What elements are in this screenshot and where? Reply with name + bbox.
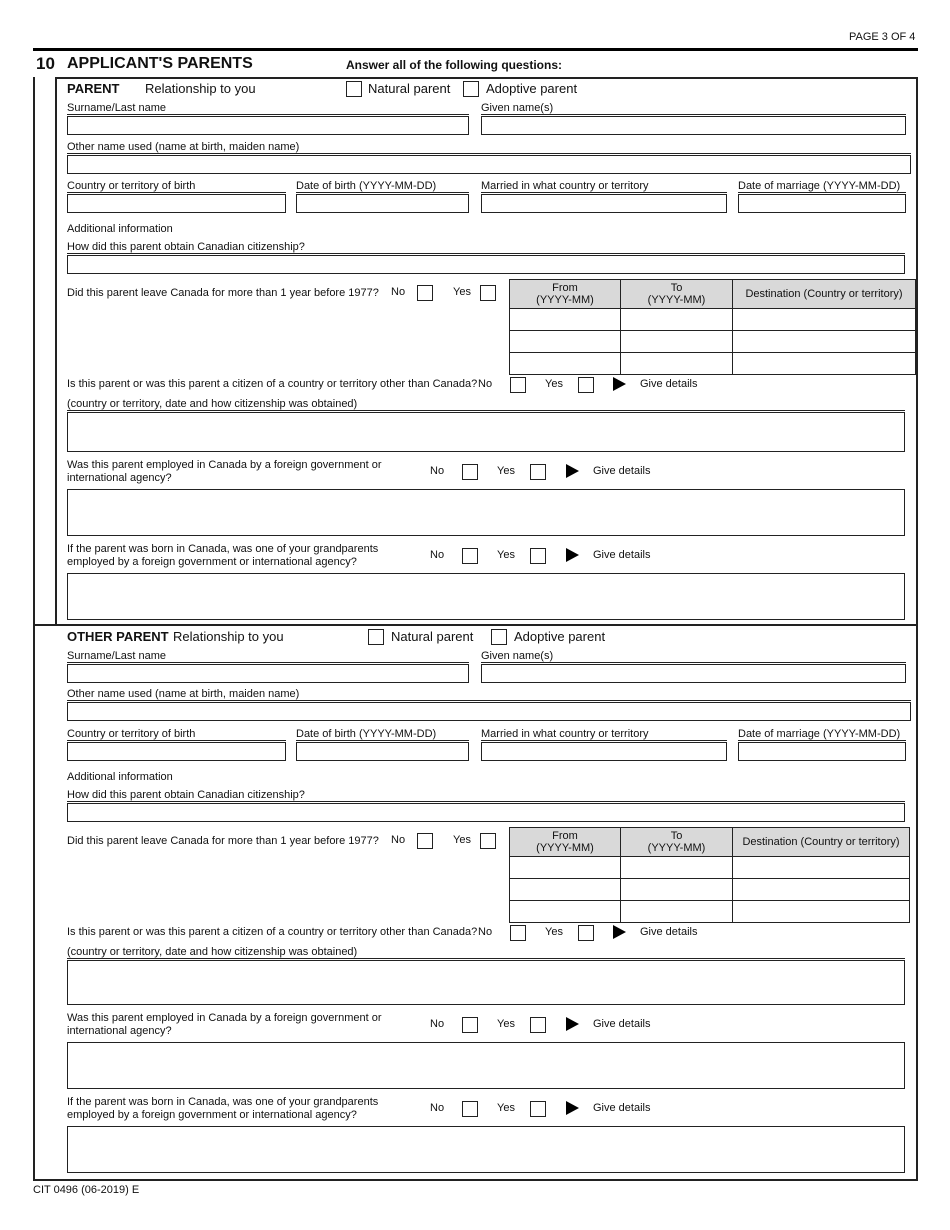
parent-top-rule [55, 77, 918, 79]
given-name-label: Given name(s) [481, 650, 906, 663]
other-citizen-yes-checkbox[interactable] [578, 377, 594, 393]
left-canada-no-label: No [391, 286, 406, 298]
travel-to-cell[interactable] [621, 309, 733, 331]
travel-destination-cell[interactable] [733, 857, 909, 879]
employed-details-input[interactable] [67, 1042, 905, 1089]
grandparent-question-line1: If the parent was born in Canada, was one of your grandparents [67, 543, 379, 555]
other-citizen-no-label: No [478, 926, 493, 938]
arrow-right-icon [566, 1017, 579, 1031]
country-birth-label: Country or territory of birth [67, 180, 286, 193]
employed-question-line2: international agency? [67, 472, 172, 484]
grandparent-no-checkbox[interactable] [462, 1101, 478, 1117]
travel-destination-cell[interactable] [733, 879, 909, 901]
grandparent-details-input[interactable] [67, 573, 905, 620]
additional-info-label: Additional information [67, 771, 173, 783]
arrow-right-icon [566, 464, 579, 478]
employed-yes-label: Yes [497, 465, 515, 477]
grandparent-details-input[interactable] [67, 1126, 905, 1173]
employed-details-input[interactable] [67, 489, 905, 536]
other-parent-heading: OTHER PARENT [67, 629, 169, 644]
form-code: CIT 0496 (06-2019) E [33, 1184, 140, 1196]
arrow-right-icon [566, 548, 579, 562]
given-name-input[interactable] [481, 664, 906, 683]
dob-input[interactable] [296, 194, 469, 213]
section-instruction: Answer all of the following questions: [346, 58, 563, 72]
to-header: To (YYYY-MM) [621, 828, 733, 856]
travel-to-cell[interactable] [621, 857, 733, 879]
other-name-input[interactable] [67, 155, 911, 174]
travel-to-cell[interactable] [621, 331, 733, 353]
left-canada-no-label: No [391, 834, 406, 846]
surname-input[interactable] [67, 664, 469, 683]
given-name-label: Given name(s) [481, 102, 906, 115]
travel-from-cell[interactable] [510, 857, 621, 879]
relationship-label: Relationship to you [173, 629, 284, 644]
citizenship-input[interactable] [67, 803, 905, 822]
surname-label: Surname/Last name [67, 102, 469, 115]
adoptive-parent-checkbox[interactable] [491, 629, 507, 645]
other-citizen-question: Is this parent or was this parent a citizen of a country or territory other than Canada? [67, 378, 478, 390]
employed-no-checkbox[interactable] [462, 1017, 478, 1033]
dob-label: Date of birth (YYYY-MM-DD) [296, 728, 469, 741]
destination-header: Destination (Country or territory) [733, 280, 915, 308]
travel-to-cell[interactable] [621, 879, 733, 901]
grandparent-give-details: Give details [593, 549, 651, 561]
adoptive-parent-label: Adoptive parent [486, 81, 578, 96]
destination-header: Destination (Country or territory) [733, 828, 909, 856]
married-country-label: Married in what country or territory [481, 728, 727, 741]
travel-from-cell[interactable] [510, 901, 621, 922]
employed-question-line2: international agency? [67, 1025, 172, 1037]
employed-give-details: Give details [593, 465, 651, 477]
employed-yes-label: Yes [497, 1018, 515, 1030]
given-name-input[interactable] [481, 116, 906, 135]
other-citizen-no-label: No [478, 378, 493, 390]
arrow-right-icon [613, 377, 626, 391]
married-country-input[interactable] [481, 742, 727, 761]
natural-parent-label: Natural parent [391, 629, 474, 644]
citizen-detail-label: (country or territory, date and how citizenship was obtained) [67, 398, 905, 411]
from-header: From (YYYY-MM) [510, 280, 621, 308]
dob-input[interactable] [296, 742, 469, 761]
grandparent-question-line2: employed by a foreign government or international agency? [67, 556, 357, 568]
other-name-label: Other name used (name at birth, maiden name) [67, 141, 911, 154]
page-number: PAGE 3 OF 4 [849, 31, 916, 43]
other-citizen-yes-label: Yes [545, 926, 563, 938]
married-country-label: Married in what country or territory [481, 180, 727, 193]
travel-from-cell[interactable] [510, 353, 621, 374]
travel-to-cell[interactable] [621, 901, 733, 922]
other-name-input[interactable] [67, 702, 911, 721]
other-citizen-no-checkbox[interactable] [510, 377, 526, 393]
natural-parent-checkbox[interactable] [368, 629, 384, 645]
adoptive-parent-label: Adoptive parent [514, 629, 606, 644]
grandparent-no-label: No [430, 549, 445, 561]
left-canada-yes-checkbox[interactable] [480, 285, 496, 301]
parent-separator [33, 624, 918, 626]
married-country-input[interactable] [481, 194, 727, 213]
dom-label: Date of marriage (YYYY-MM-DD) [738, 180, 906, 193]
give-details-label: Give details [640, 926, 698, 938]
arrow-right-icon [613, 925, 626, 939]
left-canada-question: Did this parent leave Canada for more than 1 year before 1977? [67, 287, 379, 299]
travel-from-cell[interactable] [510, 331, 621, 353]
grandparent-yes-checkbox[interactable] [530, 548, 546, 564]
country-birth-label: Country or territory of birth [67, 728, 286, 741]
employed-question-line1: Was this parent employed in Canada by a foreign government or [67, 459, 382, 471]
citizen-detail-label: (country or territory, date and how citizenship was obtained) [67, 946, 905, 959]
natural-parent-checkbox[interactable] [346, 81, 362, 97]
employed-no-label: No [430, 465, 445, 477]
additional-info-label: Additional information [67, 223, 173, 235]
employed-question-line1: Was this parent employed in Canada by a foreign government or [67, 1012, 382, 1024]
dom-input[interactable] [738, 194, 906, 213]
left-canada-question: Did this parent leave Canada for more than 1 year before 1977? [67, 835, 379, 847]
surname-label: Surname/Last name [67, 650, 469, 663]
grandparent-question-line1: If the parent was born in Canada, was one of your grandparents [67, 1096, 379, 1108]
citizenship-question: How did this parent obtain Canadian citizenship? [67, 241, 905, 254]
citizenship-question: How did this parent obtain Canadian citizenship? [67, 789, 905, 802]
citizenship-input[interactable] [67, 255, 905, 274]
give-details-label: Give details [640, 378, 698, 390]
grandparent-yes-checkbox[interactable] [530, 1101, 546, 1117]
travel-from-cell[interactable] [510, 879, 621, 901]
travel-destination-cell[interactable] [733, 309, 915, 331]
travel-destination-cell[interactable] [733, 901, 909, 922]
left-canada-no-checkbox[interactable] [417, 833, 433, 849]
surname-input[interactable] [67, 116, 469, 135]
grandparent-yes-label: Yes [497, 1102, 515, 1114]
left-canada-yes-label: Yes [453, 834, 471, 846]
left-canada-no-checkbox[interactable] [417, 285, 433, 301]
inner-left-rule [55, 78, 57, 625]
parent-heading: PARENT [67, 81, 120, 96]
grandparent-question-line2: employed by a foreign government or international agency? [67, 1109, 357, 1121]
natural-parent-label: Natural parent [368, 81, 451, 96]
employed-give-details: Give details [593, 1018, 651, 1030]
to-header: To (YYYY-MM) [621, 280, 733, 308]
section-title: APPLICANT'S PARENTS [67, 55, 253, 72]
dob-label: Date of birth (YYYY-MM-DD) [296, 180, 469, 193]
other-citizen-no-checkbox[interactable] [510, 925, 526, 941]
country-birth-input[interactable] [67, 194, 286, 213]
grandparent-no-checkbox[interactable] [462, 548, 478, 564]
travel-to-cell[interactable] [621, 353, 733, 374]
arrow-right-icon [566, 1101, 579, 1115]
section-top-rule [33, 48, 918, 51]
country-birth-input[interactable] [67, 742, 286, 761]
grandparent-yes-label: Yes [497, 549, 515, 561]
relationship-label: Relationship to you [145, 81, 256, 96]
citizen-detail-input[interactable] [67, 412, 905, 452]
adoptive-parent-checkbox[interactable] [463, 81, 479, 97]
other-citizen-yes-label: Yes [545, 378, 563, 390]
other-name-label: Other name used (name at birth, maiden name) [67, 688, 911, 701]
dom-input[interactable] [738, 742, 906, 761]
other-citizen-question: Is this parent or was this parent a citizen of a country or territory other than Canada? [67, 926, 478, 938]
travel-destination-cell[interactable] [733, 331, 915, 353]
employed-no-label: No [430, 1018, 445, 1030]
dom-label: Date of marriage (YYYY-MM-DD) [738, 728, 906, 741]
citizen-detail-input[interactable] [67, 960, 905, 1005]
grandparent-give-details: Give details [593, 1102, 651, 1114]
left-canada-yes-label: Yes [453, 286, 471, 298]
travel-table [509, 827, 910, 923]
travel-from-cell[interactable] [510, 309, 621, 331]
section-number: 10 [36, 54, 55, 73]
employed-no-checkbox[interactable] [462, 464, 478, 480]
employed-yes-checkbox[interactable] [530, 1017, 546, 1033]
travel-table [509, 279, 916, 375]
employed-yes-checkbox[interactable] [530, 464, 546, 480]
left-canada-yes-checkbox[interactable] [480, 833, 496, 849]
grandparent-no-label: No [430, 1102, 445, 1114]
from-header: From (YYYY-MM) [510, 828, 621, 856]
other-citizen-yes-checkbox[interactable] [578, 925, 594, 941]
travel-destination-cell[interactable] [733, 353, 915, 374]
